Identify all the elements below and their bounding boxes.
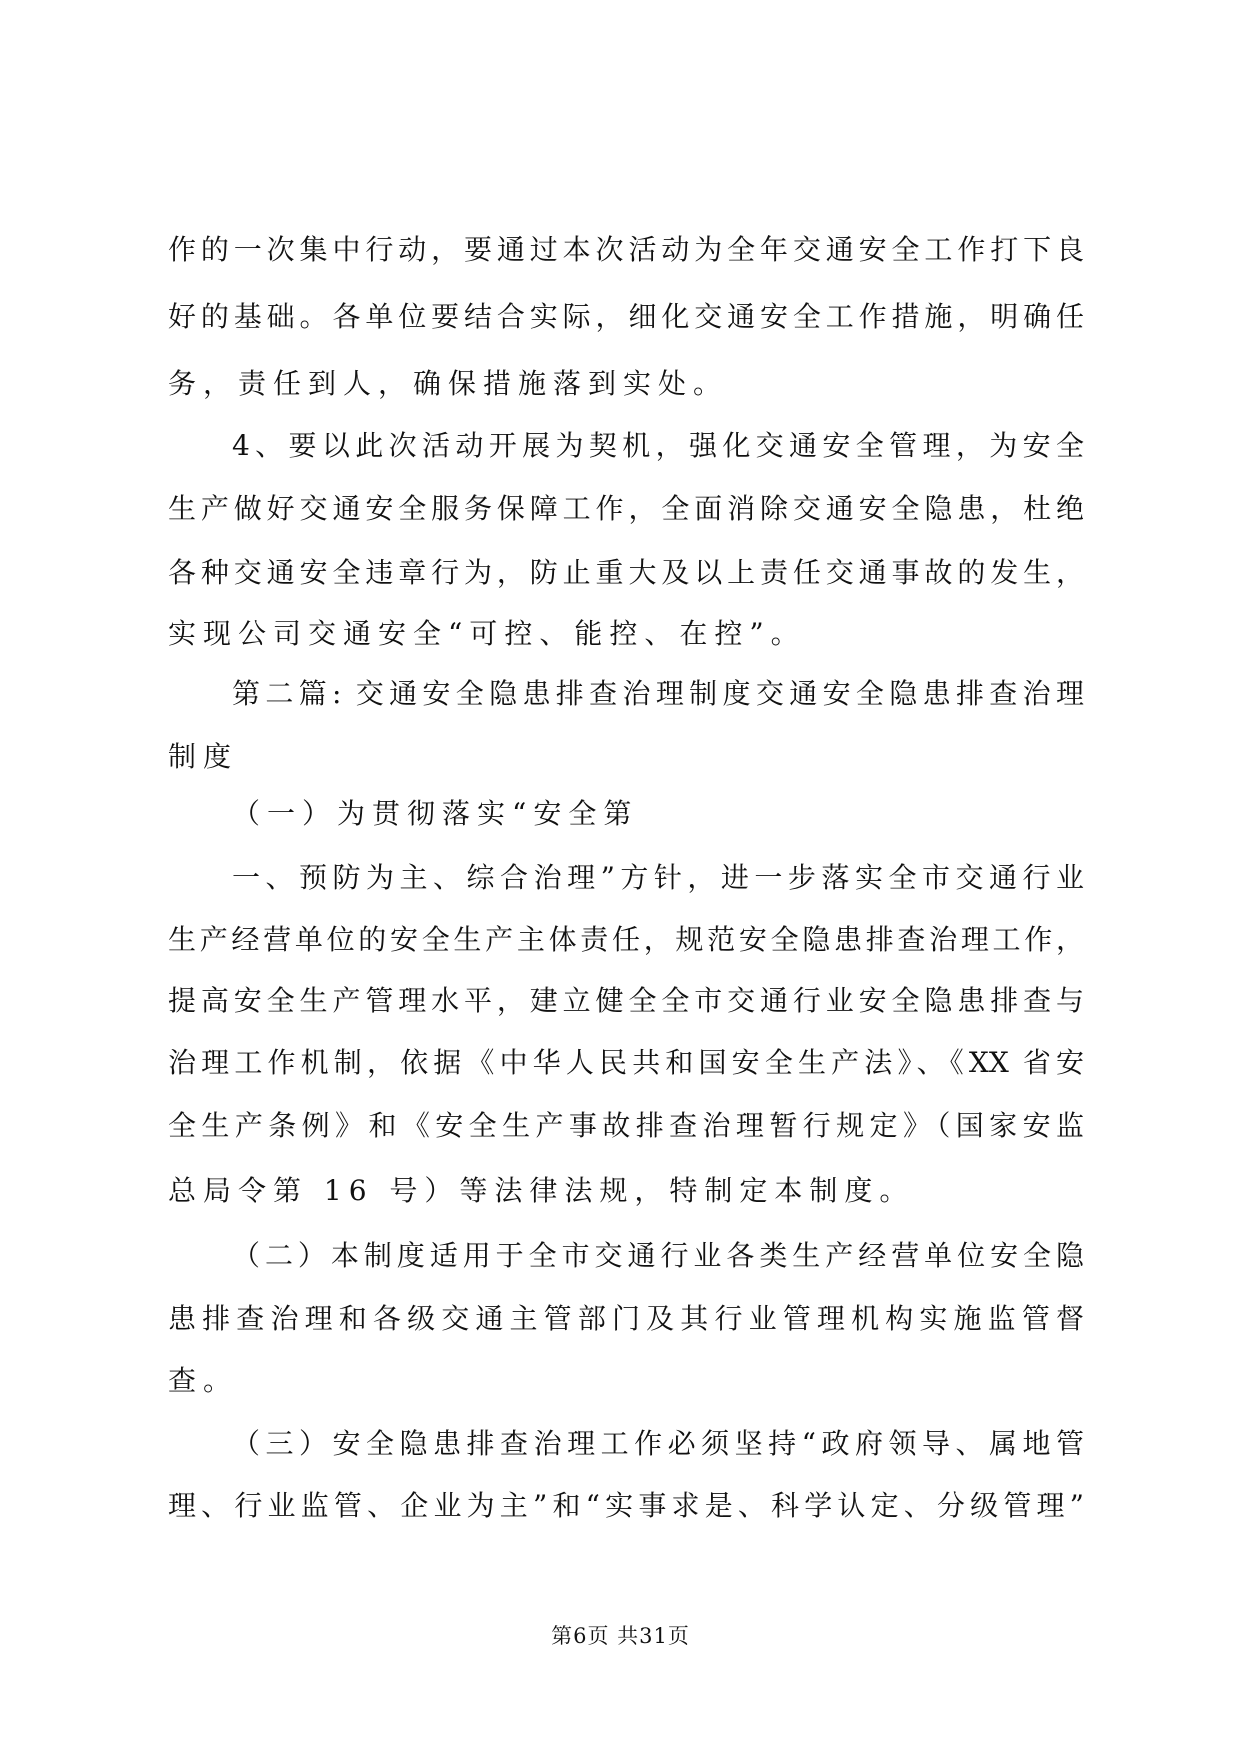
text-line: 全生产条例》和《安全生产事故排查治理暂行规定》（国家安监 (168, 1109, 1084, 1142)
text-line: 理、行业监管、企业为主”和“实事求是、科学认定、分级管理” (168, 1489, 1084, 1522)
text-line: 查。 (168, 1364, 239, 1397)
text-line: 4、要以此次活动开展为契机，强化交通安全管理，为安全 (232, 429, 1084, 462)
text-line: 好的基础。各单位要结合实际，细化交通安全工作措施，明确任 (168, 300, 1084, 333)
text-line: （一）为贯彻落实“安全第 (232, 797, 639, 830)
text-line: 第二篇: 交通安全隐患排查治理制度交通安全隐患排查治理 (232, 677, 1084, 710)
text-line: 作的一次集中行动，要通过本次活动为全年交通安全工作打下良 (168, 233, 1084, 266)
text-line: 一、预防为主、综合治理”方针，进一步落实全市交通行业 (232, 861, 1084, 894)
text-line: 生产做好交通安全服务保障工作，全面消除交通安全隐患，杜绝 (168, 492, 1084, 525)
text-line: 提高安全生产管理水平，建立健全全市交通行业安全隐患排查与 (168, 984, 1084, 1017)
text-line: 各种交通安全违章行为，防止重大及以上责任交通事故的发生， (168, 556, 1084, 589)
page-footer: 第6页 共31页 (551, 1624, 690, 1648)
text-line: 务，责任到人，确保措施落到实处。 (168, 367, 729, 400)
text-line: 实现公司交通安全“可控、能控、在控”。 (168, 617, 806, 650)
text-line: （三）安全隐患排查治理工作必须坚持“政府领导、属地管 (232, 1427, 1084, 1460)
text-line: 生产经营单位的安全生产主体责任，规范安全隐患排查治理工作， (168, 923, 1084, 956)
text-line: 患排查治理和各级交通主管部门及其行业管理机构实施监管督 (168, 1302, 1084, 1335)
text-line: 制度 (168, 740, 239, 773)
text-line: 总局令第 16 号）等法律法规，特制定本制度。 (168, 1174, 915, 1207)
text-line: 治理工作机制，依据《中华人民共和国安全生产法》、《XX 省安 (168, 1046, 1084, 1079)
text-line: （二）本制度适用于全市交通行业各类生产经营单位安全隐 (232, 1239, 1084, 1272)
